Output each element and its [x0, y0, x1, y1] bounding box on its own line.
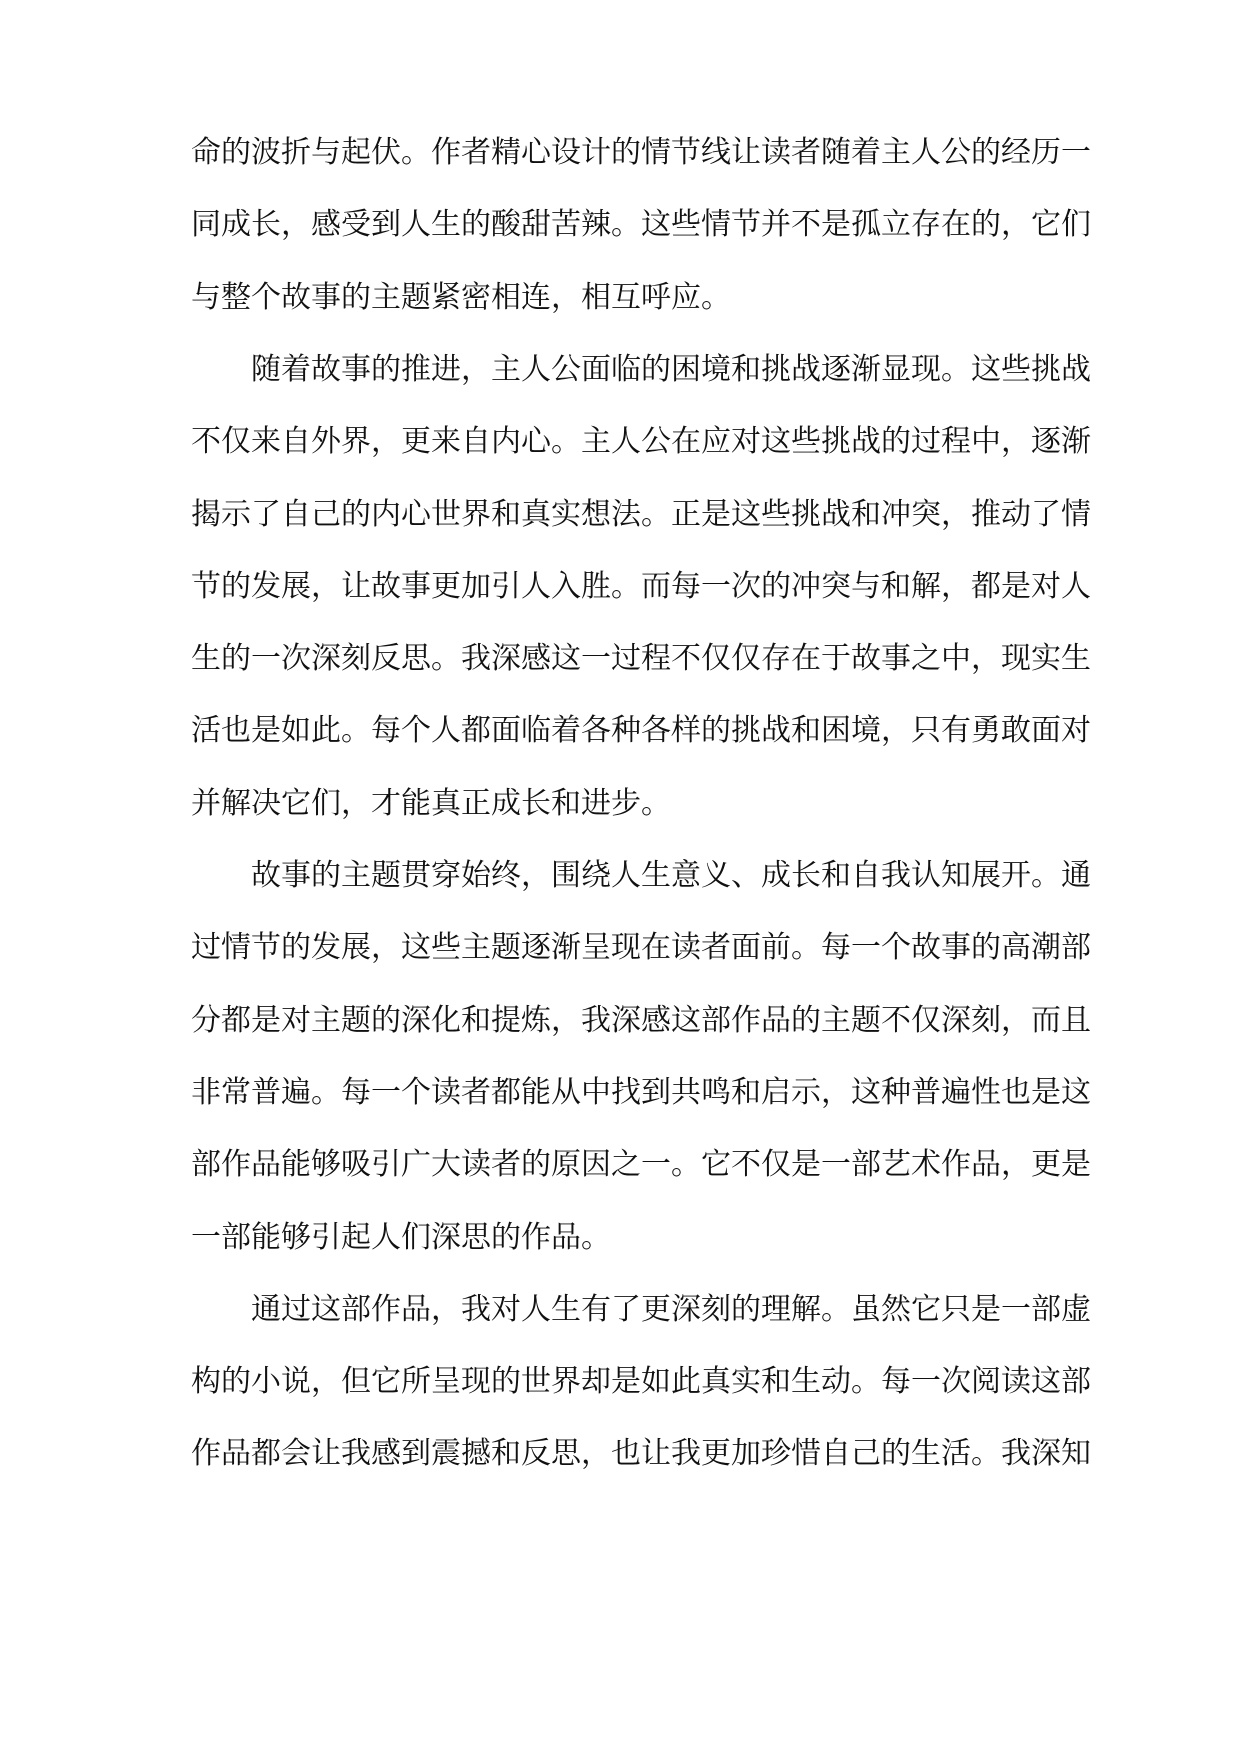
- text-line: 同成长，感受到人生的酸甜苦辣。这些情节并不是孤立存在的，它们: [191, 207, 1091, 243]
- text-line: 分都是对主题的深化和提炼，我深感这部作品的主题不仅深刻，而且: [191, 1002, 1091, 1038]
- text-line: 并解决它们，才能真正成长和进步。: [191, 785, 671, 821]
- text-line: 与整个故事的主题紧密相连，相互呼应。: [191, 279, 731, 315]
- text-line: 活也是如此。每个人都面临着各种各样的挑战和困境，只有勇敢面对: [191, 713, 1091, 749]
- text-line: 揭示了自己的内心世界和真实想法。正是这些挑战和冲突，推动了情: [191, 496, 1091, 532]
- text-line: 节的发展，让故事更加引人入胜。而每一次的冲突与和解，都是对人: [191, 568, 1091, 604]
- text-line: 一部能够引起人们深思的作品。: [191, 1219, 611, 1255]
- text-line: 不仅来自外界，更来自内心。主人公在应对这些挑战的过程中，逐渐: [191, 424, 1091, 460]
- text-line: 构的小说，但它所呈现的世界却是如此真实和生动。每一次阅读这部: [191, 1364, 1091, 1400]
- text-line: 命的波折与起伏。作者精心设计的情节线让读者随着主人公的经历一: [191, 135, 1091, 170]
- text-line: 生的一次深刻反思。我深感这一过程不仅仅存在于故事之中，现实生: [191, 641, 1091, 677]
- text-line: 作品都会让我感到震撼和反思，也让我更加珍惜自己的生活。我深知: [191, 1436, 1091, 1472]
- text-line: 随着故事的推进，主人公面临的困境和挑战逐渐显现。这些挑战: [251, 351, 1091, 387]
- text-line: 部作品能够吸引广大读者的原因之一。它不仅是一部艺术作品，更是: [191, 1147, 1091, 1183]
- text-line: 通过这部作品，我对人生有了更深刻的理解。虽然它只是一部虚: [251, 1291, 1091, 1327]
- text-line: 故事的主题贯穿始终，围绕人生意义、成长和自我认知展开。通: [251, 858, 1091, 893]
- text-line: 过情节的发展，这些主题逐渐呈现在读者面前。每一个故事的高潮部: [191, 930, 1091, 966]
- text-line: 非常普遍。每一个读者都能从中找到共鸣和启示，这种普遍性也是这: [191, 1074, 1091, 1110]
